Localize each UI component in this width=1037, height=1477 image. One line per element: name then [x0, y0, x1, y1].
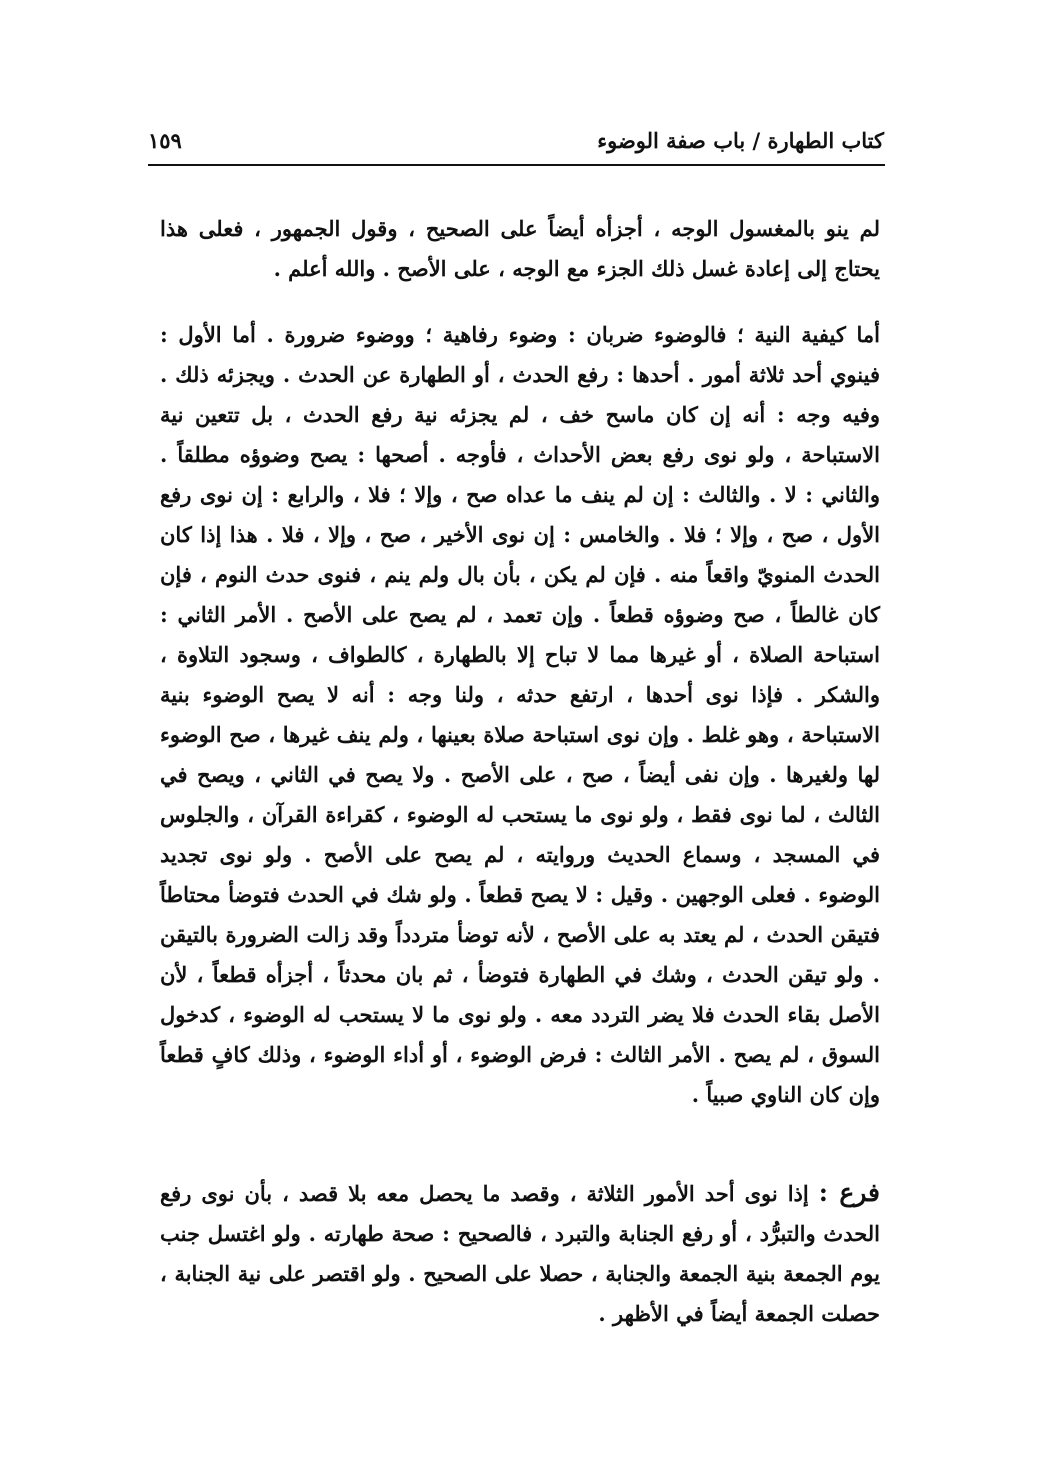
paragraph-3-text: إذا نوى أحد الأمور الثلاثة ، وقصد ما يحصل معه بلا قصد ، بأن نوى رفع الحدث والتبرُّد ، أو رفع الجنابة والتبرد ، فالصحيح : صحة طهارته . ولو اغتسل جنب يوم الجمعة بنية الجمعة والجنابة ، حصلا على الصحيح . ولو اقتصر على نية الجنابة ، حصلت الجمعة أيضاً في الأظهر .	[160, 1181, 880, 1326]
paragraph-2: أما كيفية النية ؛ فالوضوء ضربان : وضوء رفاهية ؛ ووضوء ضرورة . أما الأول : فينوي أحد ثلاثة أمور . أحدها : رفع الحدث ، أو الطهارة عن الحدث . ويجزئه ذلك . وفيه وجه : أنه إن كان ماسح خف ، لم يجزئه نية رفع الحدث ، بل تتعين نية الاستباحة ، ولو نوى رفع بعض الأحداث ، فأوجه . أصحها : يصح وضوؤه مطلقاً . والثاني : لا . والثالث : إن لم ينف ما عداه صح ، وإلا ؛ فلا ، والرابع : إن نوى رفع الأول ، صح ، وإلا ؛ فلا . والخامس : إن نوى الأخير ، صح ، وإلا ، فلا . هذا إذا كان الحدث المنويّ واقعاً منه . فإن لم يكن ، بأن بال ولم ينم ، فنوى حدث النوم ، فإن كان غالطاً ، صح وضوؤه قطعاً . وإن تعمد ، لم يصح على الأصح . الأمر الثاني : استباحة الصلاة ، أو غيرها مما لا تباح إلا بالطهارة ، كالطواف ، وسجود التلاوة ، والشكر . فإذا نوى أحدها ، ارتفع حدثه ، ولنا وجه : أنه لا يصح الوضوء بنية الاستباحة ، وهو غلط . وإن نوى استباحة صلاة بعينها ، ولم ينف غيرها ، صح الوضوء لها ولغيرها . وإن نفى أيضاً ، صح ، على الأصح . ولا يصح في الثاني ، ويصح في الثالث ، لما نوى فقط ، ولو نوى ما يستحب له الوضوء ، كقراءة القرآن ، والجلوس في المسجد ، وسماع الحديث وروايته ، لم يصح على الأصح . ولو نوى تجديد الوضوء . فعلى الوجهين . وقيل : لا يصح قطعاً . ولو شك في الحدث فتوضأ محتاطاً فتيقن الحدث ، لم يعتد به على الأصح ، لأنه توضأ متردداً وقد زالت الضرورة بالتيقن . ولو تيقن الحدث ، وشك في الطهارة فتوضأ ، ثم بان محدثاً ، أجزأه قطعاً ، لأن الأصل بقاء الحدث فلا يضر التردد معه . ولو نوى ما لا يستحب له الوضوء ، كدخول السوق ، لم يصح . الأمر الثالث : فرض الوضوء ، أو أداء الوضوء ، وذلك كافٍ قطعاً وإن كان الناوي صبياً .	[160, 322, 880, 1107]
paragraph-1: لم ينو بالمغسول الوجه ، أجزأه أيضاً على الصحيح ، وقول الجمهور ، فعلى هذا يحتاج إلى إعادة غسل ذلك الجزء مع الوجه ، على الأصح . والله أعلم .	[160, 216, 880, 281]
page-number: ١٥٩	[148, 128, 182, 153]
page-header	[148, 122, 884, 162]
paragraph-3	[160, 1173, 880, 1334]
section-label-far: فرع :	[818, 1178, 881, 1207]
running-title: كتاب الطهارة / باب صفة الوضوء	[597, 128, 884, 153]
header-rule	[148, 164, 885, 166]
